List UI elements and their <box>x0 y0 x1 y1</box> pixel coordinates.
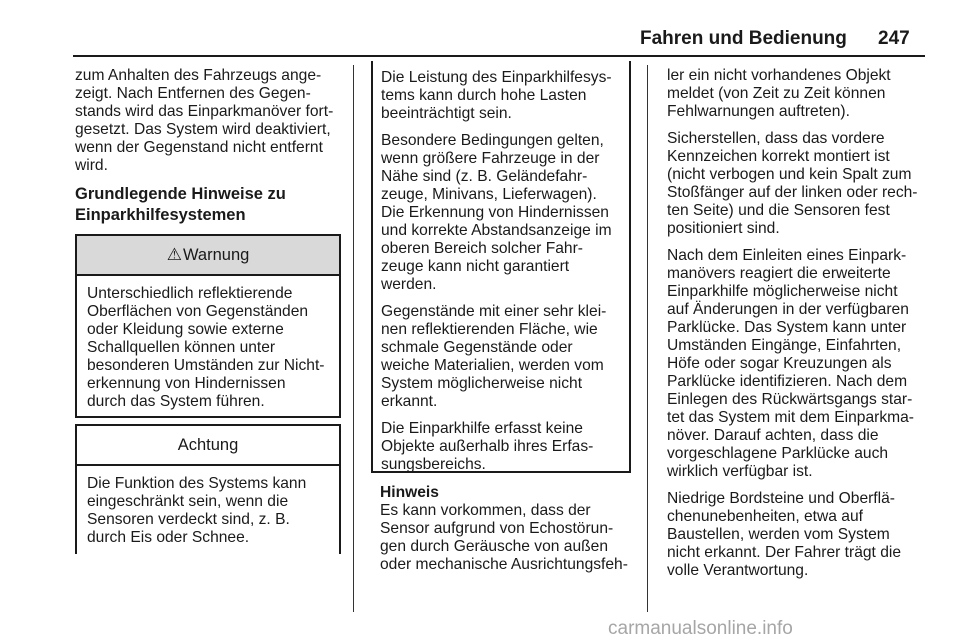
header-rule <box>73 55 925 57</box>
caution-box-header <box>77 426 339 466</box>
warning-box-header <box>77 236 339 276</box>
frame-paragraph: Die Leistung des Einparkhilfesys- tems kann durch hohe Lasten beeinträchtigt sein. <box>381 69 612 122</box>
column-divider <box>647 65 648 612</box>
frame-paragraph: Die Einparkhilfe erfasst keine Objekte außerhalb ihres Erfas- sungsbereichs. <box>381 420 594 473</box>
continued-note-frame <box>371 61 631 473</box>
page-number: 247 <box>878 28 910 49</box>
paragraph: Nach dem Einleiten eines Einpark- manövers reagiert die erweiterte Einparkhilfe möglicherweise nicht auf Änderungen in der verfügbaren Parklücke. Das System kann unter Umständen Eingänge, Einfahrten, Höfe oder sogar Kreuzungen als Parklücke identifizieren. Nach dem Einlegen des Rückwärtsgangs star- tet das System mit dem Einparkma- növer. Darauf achten, dass die vorgeschlagene Parklücke auch wirklich verfügbar ist. <box>667 247 914 480</box>
warning-text: Unterschiedlich reflektierende Oberflächen von Gegenständen oder Kleidung sowie externe Schallquellen können unter besonderen Umständen zur Nicht- erkennung von Hindernissen durch das System führen. <box>87 285 325 410</box>
paragraph: ler ein nicht vorhandenes Objekt meldet (von Zeit zu Zeit können Fehlwarnungen auftreten). <box>667 67 891 120</box>
paragraph: Niedrige Bordsteine und Oberflä- chenunebenheiten, etwa auf Baustellen, werden vom System nicht erkannt. Der Fahrer trägt die volle Verantwortung. <box>667 490 902 579</box>
section-heading: Grundlegende Hinweise zu Einparkhilfesystemen <box>75 185 286 224</box>
warning-triangle-icon: ⚠ <box>166 245 182 264</box>
note-title: Hinweis <box>380 484 439 501</box>
caution-box <box>75 424 341 554</box>
caution-title: Achtung <box>177 436 239 454</box>
note-text: Es kann vorkommen, dass der Sensor aufgrund von Echostörun- gen durch Geräusche von außen oder mechanische Ausrichtungsfeh- <box>380 502 628 573</box>
caution-text: Die Funktion des Systems kann eingeschränkt sein, wenn die Sensoren verdeckt sind, z. B. durch Eis oder Schnee. <box>87 475 307 546</box>
warning-box <box>75 234 341 418</box>
note-block <box>380 484 642 574</box>
column-divider <box>353 65 354 612</box>
frame-paragraph: Gegenstände mit einer sehr klei- nen reflektierenden Fläche, wie schmale Gegenstände oder weiche Materialien, werden vom System möglicherweise nicht erkannt. <box>381 303 607 410</box>
warning-title: Warnung <box>182 246 250 264</box>
paragraph: Sicherstellen, dass das vordere Kennzeichen korrekt montiert ist (nicht verbogen und kein Spalt zum Stoßfänger auf der linken oder rech- ten Seite) und die Sensoren fest positioniert sind. <box>667 130 918 237</box>
column-right <box>667 67 947 589</box>
watermark: carmanualsonline.info <box>608 618 793 639</box>
column-left <box>75 67 345 236</box>
intro-paragraph: zum Anhalten des Fahrzeugs ange- zeigt. Nach Entfernen des Gegen- stands wird das Einparkmanöver fort- gesetzt. Das System wird deaktiviert, wenn der Gegenstand nicht entfernt wird. <box>75 67 334 174</box>
frame-paragraph: Besondere Bedingungen gelten, wenn größere Fahrzeuge in der Nähe sind (z. B. Geländefahr- zeuge, Minivans, Lieferwagen). Die Erkennung von Hindernissen und korrekte Abstandsanzeige im oberen Bereich solcher Fahr- zeuge kann nicht garantiert werden. <box>381 132 612 293</box>
page-header-title: Fahren und Bedienung <box>640 28 847 49</box>
